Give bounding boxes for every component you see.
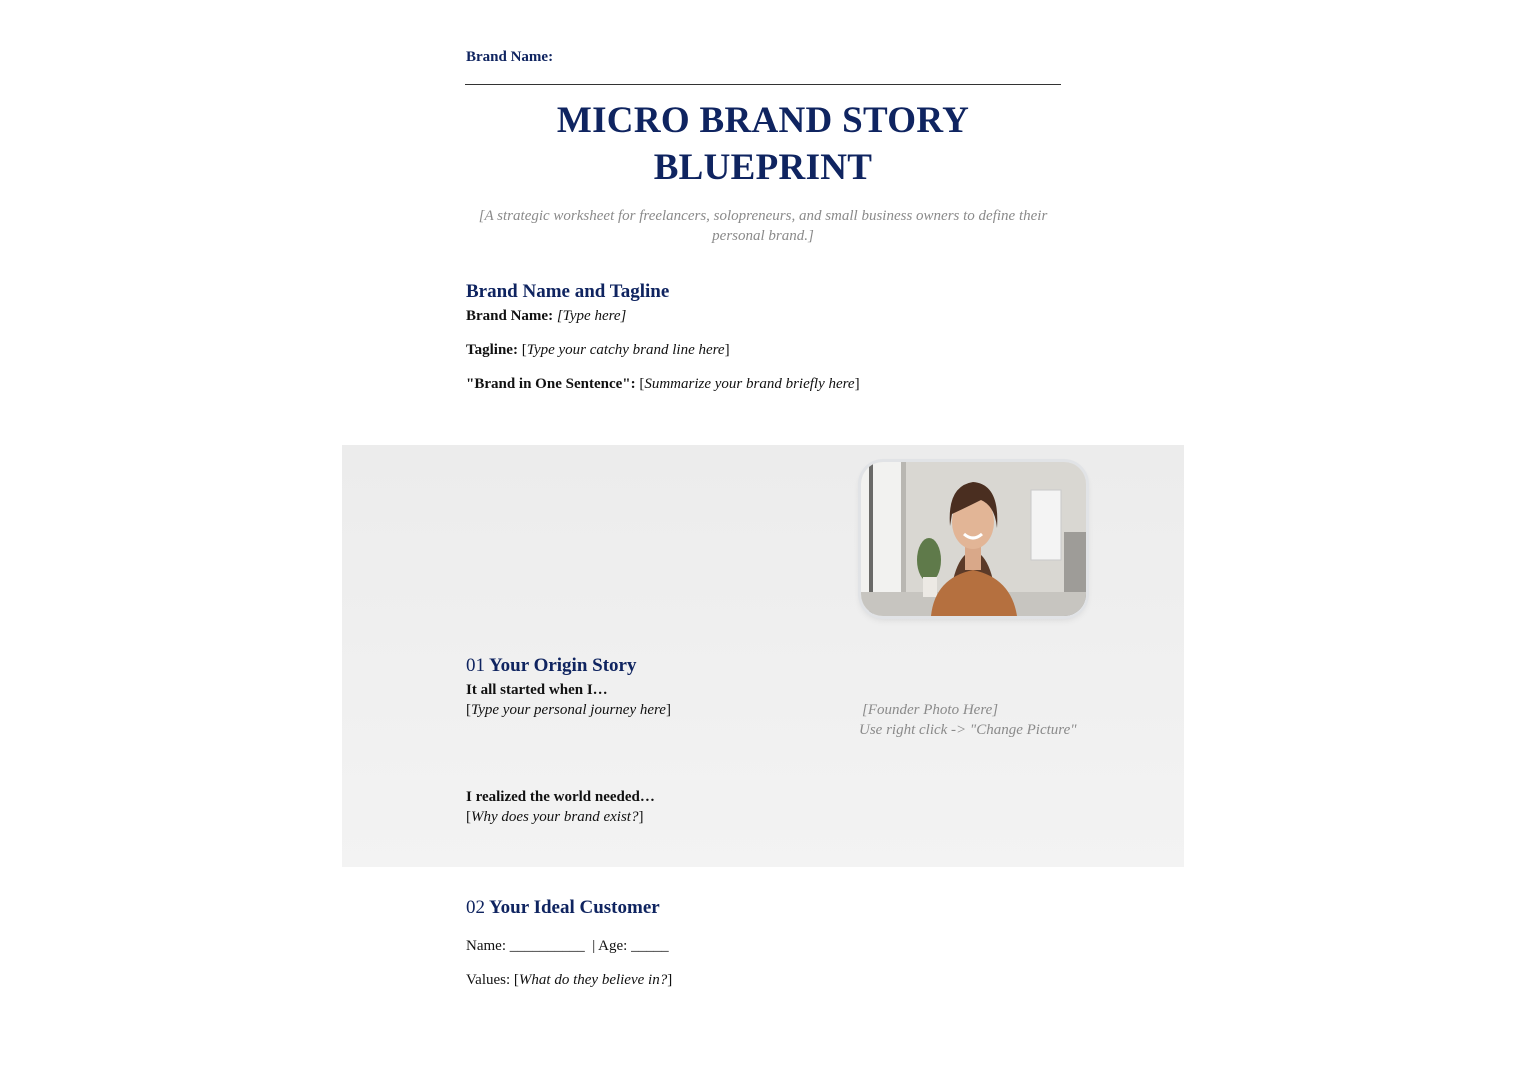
tagline-open-bracket: [: [521, 342, 527, 358]
customer-name-age-line[interactable]: Name: __________ | Age: _____: [466, 938, 669, 954]
photo-caption: [859, 700, 1099, 740]
document-title: [465, 97, 1061, 191]
brand-name-field[interactable]: [466, 306, 626, 326]
origin-answer-2-close: ]: [638, 809, 644, 825]
customer-values-close: ]: [667, 972, 673, 988]
section-number-01: 01: [466, 655, 485, 676]
brand-name-header-label: Brand Name:: [466, 49, 554, 65]
one-sentence-placeholder[interactable]: Summarize your brand briefly here: [644, 376, 855, 392]
origin-heading-text: Your Origin Story: [489, 655, 637, 676]
origin-answer-2-placeholder[interactable]: Why does your brand exist?: [471, 809, 639, 825]
brand-name-placeholder[interactable]: [Type here]: [556, 308, 627, 324]
title-line-1: MICRO BRAND STORY: [556, 100, 970, 141]
one-sentence-label: "Brand in One Sentence":: [466, 376, 636, 392]
founder-photo[interactable]: [861, 462, 1086, 616]
customer-values-open: [: [513, 972, 519, 988]
origin-answer-1-placeholder[interactable]: Type your personal journey here: [471, 702, 666, 718]
origin-prompt-2-label: I realized the world needed…: [466, 789, 655, 805]
one-sentence-open-bracket: [: [639, 376, 645, 392]
photo-caption-line-2: Use right click -> "Change Picture": [859, 722, 1077, 738]
origin-answer-1-open: [: [466, 702, 471, 718]
origin-prompt-2: [466, 787, 655, 807]
photo-caption-line-1: [Founder Photo Here]: [862, 702, 999, 718]
origin-answer-2[interactable]: [466, 807, 643, 827]
section-number-02: 02: [466, 897, 485, 918]
customer-values-placeholder[interactable]: What do they believe in?: [518, 972, 668, 988]
customer-heading-text: Your Ideal Customer: [489, 897, 660, 918]
header-divider: [465, 84, 1061, 85]
founder-photo-image: [861, 462, 1086, 616]
tagline-placeholder[interactable]: Type your catchy brand line here: [526, 342, 725, 358]
section-heading-origin: [466, 655, 636, 677]
tagline-label: Tagline:: [466, 342, 518, 358]
origin-prompt-1: [466, 680, 608, 700]
origin-answer-2-open: [: [466, 809, 471, 825]
origin-prompt-1-label: It all started when I…: [466, 682, 608, 698]
section-heading-brand: Brand Name and Tagline: [466, 281, 670, 302]
origin-answer-1-close: ]: [665, 702, 671, 718]
document-subtitle: [A strategic worksheet for freelancers, solopreneurs, and small business owners to define their personal brand.]: [478, 208, 1048, 244]
title-line-2: BLUEPRINT: [653, 147, 873, 188]
one-sentence-field[interactable]: [466, 374, 860, 394]
customer-values-label: Values:: [466, 972, 514, 988]
brand-name-label: Brand Name:: [466, 308, 554, 324]
origin-answer-1[interactable]: [466, 700, 671, 720]
tagline-close-bracket: ]: [724, 342, 730, 358]
section-heading-customer: [466, 897, 660, 919]
customer-values-field[interactable]: [466, 970, 672, 990]
tagline-field[interactable]: [466, 340, 730, 360]
one-sentence-close-bracket: ]: [854, 376, 860, 392]
